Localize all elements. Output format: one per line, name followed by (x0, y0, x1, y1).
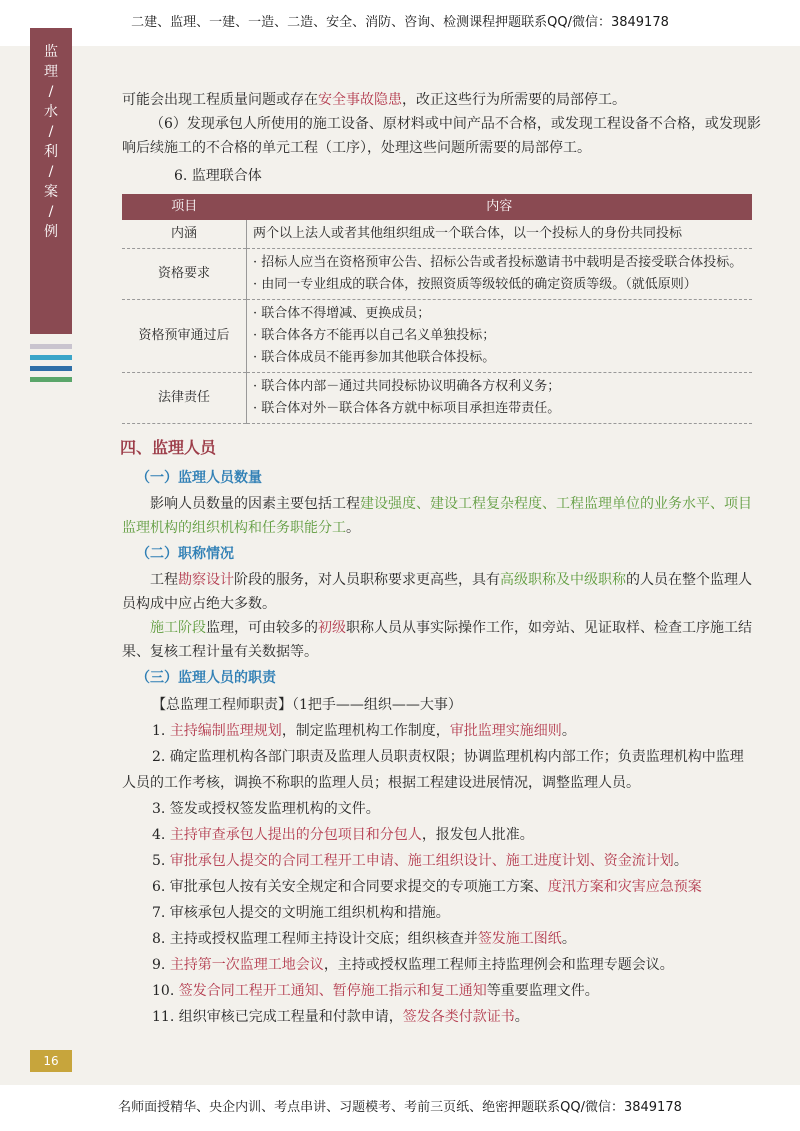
list-item-continued: 人员的工作考核，调换不称职的监理人员；根据工程建设进展情况，调整监理人员。 (122, 775, 640, 791)
list-item: 11. 组织审核已完成工程量和付款申请，签发各类付款证书。 (152, 1009, 529, 1025)
side-tab-char: 理 (44, 64, 58, 80)
footer-ad: 名师面授精华、央企内训、考点串讲、习题模考、考前三页纸、绝密押题联系QQ/微信：3849178 (0, 1085, 800, 1131)
list-item: 1. 主持编制监理规划，制定监理机构工作制度，审批监理实施细则。 (152, 723, 576, 739)
page-number: 16 (30, 1050, 72, 1072)
list-item: 10. 签发合同工程开工通知、暂停施工指示和复工通知等重要监理文件。 (152, 983, 599, 999)
titles-paragraph-2: 施工阶段监理，可由较多的初级职称人员从事实际操作工作，如旁站、见证取样、检查工序施工结果、复核工程计量有关数据等。 (122, 620, 752, 660)
titles-paragraph-1: 工程勘察设计阶段的服务，对人员职称要求更高些，具有高级职称及中级职称的人员在整个监理人员构成中应占绝大多数。 (122, 572, 752, 612)
list-item: 3. 签发或授权签发监理机构的文件。 (152, 801, 380, 817)
row-content: · 联合体不得增减、更换成员； · 联合体各方不能再以自己名义单独投标； · 联合体成员不能再参加其他联合体投标。 (247, 300, 753, 373)
subsection-title-duties: （三）监理人员的职责 (136, 670, 276, 686)
row-label: 资格要求 (122, 249, 247, 300)
side-tab-char: / (48, 84, 54, 100)
stripe (30, 355, 72, 360)
subsection-title-quantity: （一）监理人员数量 (136, 470, 262, 486)
page-content (122, 88, 762, 1030)
list-item: 6. 审批承包人按有关安全规定和合同要求提交的专项施工方案、度汛方案和灾害应急预案 (152, 879, 702, 895)
side-tab-char: / (48, 204, 54, 220)
duties-list (122, 692, 762, 1030)
decorative-stripes (30, 344, 72, 388)
list-item: 8. 主持或授权监理工程师主持设计交底；组织核查并签发施工图纸。 (152, 931, 576, 947)
side-tab-char: / (48, 164, 54, 180)
quantity-paragraph: 影响人员数量的因素主要包括工程建设强度、建设工程复杂程度、工程监理单位的业务水平、项目监理机构的组织机构和任务职能分工。 (122, 496, 752, 536)
table-header-item: 项目 (122, 194, 247, 220)
list-item: 5. 审批承包人提交的合同工程开工申请、施工组织设计、施工进度计划、资金流计划。 (152, 853, 688, 869)
list-item: 7. 审核承包人提交的文明施工组织机构和措施。 (152, 905, 450, 921)
side-tab-char: / (48, 124, 54, 140)
row-content: · 联合体内部－通过共同投标协议明确各方权利义务； · 联合体对外－联合体各方就中标项目承担连带责任。 (247, 373, 753, 424)
side-tab-chars (30, 42, 72, 242)
side-tab-char: 监 (44, 44, 58, 60)
intro-item-6: （6）发现承包人所使用的施工设备、原材料或中间产品不合格，或发现工程设备不合格，或发现影响后续施工的不合格的单元工程（工序），处理这些问题所需要的局部停工。 (122, 116, 761, 156)
side-tab-char: 案 (44, 184, 58, 200)
table-header-content: 内容 (247, 194, 753, 220)
row-label: 资格预审通过后 (122, 300, 247, 373)
header-ad: 二建、监理、一建、一造、二造、安全、消防、咨询、检测课程押题联系QQ/微信：3849178 (0, 0, 800, 46)
row-label: 内涵 (122, 220, 247, 249)
row-content: · 招标人应当在资格预审公告、招标公告或者投标邀请书中载明是否接受联合体投标。 · 由同一专业组成的联合体，按照资质等级较低的确定资质等级。（就低原则） (247, 249, 753, 300)
side-tab-char: 水 (44, 104, 58, 120)
joint-venture-table (122, 194, 752, 424)
chapter-side-tab (30, 28, 72, 334)
side-tab-char: 利 (44, 144, 58, 160)
stripe (30, 377, 72, 382)
table-row (122, 373, 752, 424)
intro-line: 可能会出现工程质量问题或存在安全事故隐患，改正这些行为所需要的局部停工。 (122, 92, 626, 108)
list-item: 4. 主持审查承包人提出的分包项目和分包人，报发包人批准。 (152, 827, 534, 843)
section-title-personnel: 四、监理人员 (120, 438, 217, 457)
list-item: 9. 主持第一次监理工地会议，主持或授权监理工程师主持监理例会和监理专题会议。 (152, 957, 674, 973)
subsection-title-titles: （二）职称情况 (136, 546, 234, 562)
row-label: 法律责任 (122, 373, 247, 424)
table-row (122, 249, 752, 300)
side-tab-char: 例 (44, 224, 58, 240)
list-item: 2. 确定监理机构各部门职责及监理人员职责权限；协调监理机构内部工作；负责监理机构中监理 (152, 749, 744, 765)
joint-heading: 6. 监理联合体 (174, 168, 262, 184)
duties-subtitle: 【总监理工程师职责】（1把手——组织——大事） (152, 697, 462, 713)
stripe (30, 344, 72, 349)
stripe (30, 366, 72, 371)
table-row (122, 220, 752, 249)
row-content: 两个以上法人或者其他组织组成一个联合体，以一个投标人的身份共同投标 (247, 220, 753, 249)
table-header-row (122, 194, 752, 220)
table-row (122, 300, 752, 373)
